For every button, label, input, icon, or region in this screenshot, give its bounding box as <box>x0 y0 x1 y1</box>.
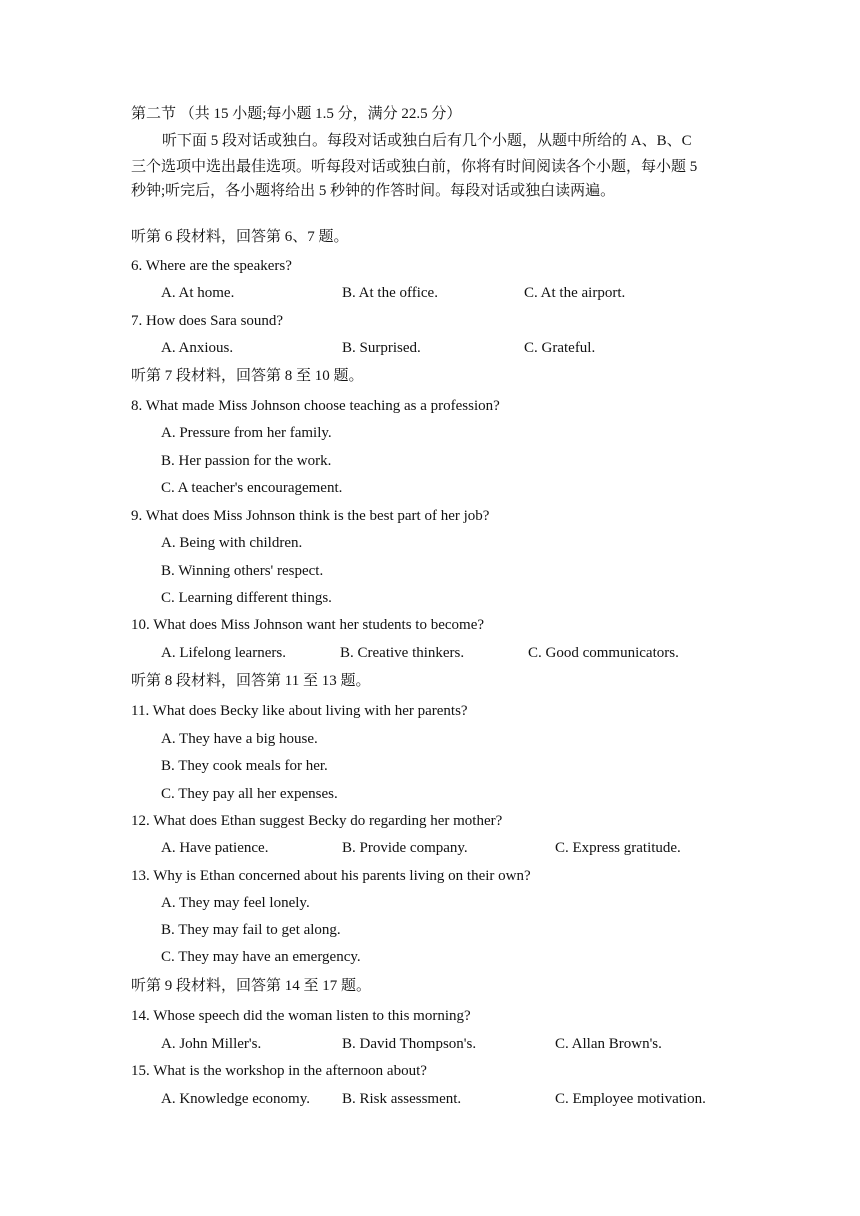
question-14-option-b: B. David Thompson's. <box>342 1036 477 1052</box>
material-6-header: 听第 6 段材料，回答第 6、7 题。 <box>131 229 349 245</box>
question-10-option-c: C. Good communicators. <box>528 645 679 661</box>
section-title: 第二节 （共 15 小题;每小题 1.5 分，满分 22.5 分） <box>131 106 462 122</box>
question-8-option-c: C. A teacher's encouragement. <box>161 480 343 496</box>
question-6-option-a: A. At home. <box>161 285 235 301</box>
question-7-option-a: A. Anxious. <box>161 340 234 356</box>
question-12-option-c: C. Express gratitude. <box>555 840 681 856</box>
question-10: 10. What does Miss Johnson want her students to become? <box>131 617 485 633</box>
question-12-option-a: A. Have patience. <box>161 840 269 856</box>
question-9-option-c: C. Learning different things. <box>161 590 332 606</box>
instruction-line-2: 三个选项中选出最佳选项。听每段对话或独白前，你将有时间阅读各个小题，每小题 5 <box>131 159 698 175</box>
question-11-option-a: A. They have a big house. <box>161 731 318 747</box>
question-12: 12. What does Ethan suggest Becky do regarding her mother? <box>131 813 503 829</box>
question-14-option-c: C. Allan Brown's. <box>555 1036 662 1052</box>
question-6: 6. Where are the speakers? <box>131 258 292 274</box>
question-10-option-a: A. Lifelong learners. <box>161 645 286 661</box>
question-13: 13. Why is Ethan concerned about his parents living on their own? <box>131 868 531 884</box>
question-13-option-c: C. They may have an emergency. <box>161 949 361 965</box>
question-6-option-c: C. At the airport. <box>524 285 626 301</box>
question-13-option-a: A. They may feel lonely. <box>161 895 310 911</box>
question-7-option-b: B. Surprised. <box>342 340 421 356</box>
question-8: 8. What made Miss Johnson choose teaching as a profession? <box>131 398 500 414</box>
instruction-line-1: 听下面 5 段对话或独白。每段对话或独白后有几个小题，从题中所给的 A、B、C <box>162 133 692 149</box>
question-15: 15. What is the workshop in the afternoon about? <box>131 1063 427 1079</box>
question-13-option-b: B. They may fail to get along. <box>161 922 341 938</box>
question-7-option-c: C. Grateful. <box>524 340 596 356</box>
question-14: 14. Whose speech did the woman listen to this morning? <box>131 1008 471 1024</box>
question-15-option-a: A. Knowledge economy. <box>161 1091 310 1107</box>
question-9: 9. What does Miss Johnson think is the best part of her job? <box>131 508 490 524</box>
question-8-option-b: B. Her passion for the work. <box>161 453 332 469</box>
question-15-option-c: C. Employee motivation. <box>555 1091 706 1107</box>
instruction-line-3: 秒钟;听完后，各小题将给出 5 秒钟的作答时间。每段对话或独白读两遍。 <box>131 183 616 199</box>
question-9-option-b: B. Winning others' respect. <box>161 563 324 579</box>
question-14-option-a: A. John Miller's. <box>161 1036 262 1052</box>
question-10-option-b: B. Creative thinkers. <box>340 645 465 661</box>
question-7: 7. How does Sara sound? <box>131 313 284 329</box>
question-15-option-b: B. Risk assessment. <box>342 1091 462 1107</box>
material-9-header: 听第 9 段材料，回答第 14 至 17 题。 <box>131 978 372 994</box>
material-7-header: 听第 7 段材料，回答第 8 至 10 题。 <box>131 368 364 384</box>
question-12-option-b: B. Provide company. <box>342 840 468 856</box>
question-9-option-a: A. Being with children. <box>161 535 303 551</box>
question-11-option-b: B. They cook meals for her. <box>161 758 328 774</box>
question-8-option-a: A. Pressure from her family. <box>161 425 332 441</box>
question-11-option-c: C. They pay all her expenses. <box>161 786 338 802</box>
question-11: 11. What does Becky like about living with her parents? <box>131 703 468 719</box>
material-8-header: 听第 8 段材料，回答第 11 至 13 题。 <box>131 673 371 689</box>
question-6-option-b: B. At the office. <box>342 285 438 301</box>
